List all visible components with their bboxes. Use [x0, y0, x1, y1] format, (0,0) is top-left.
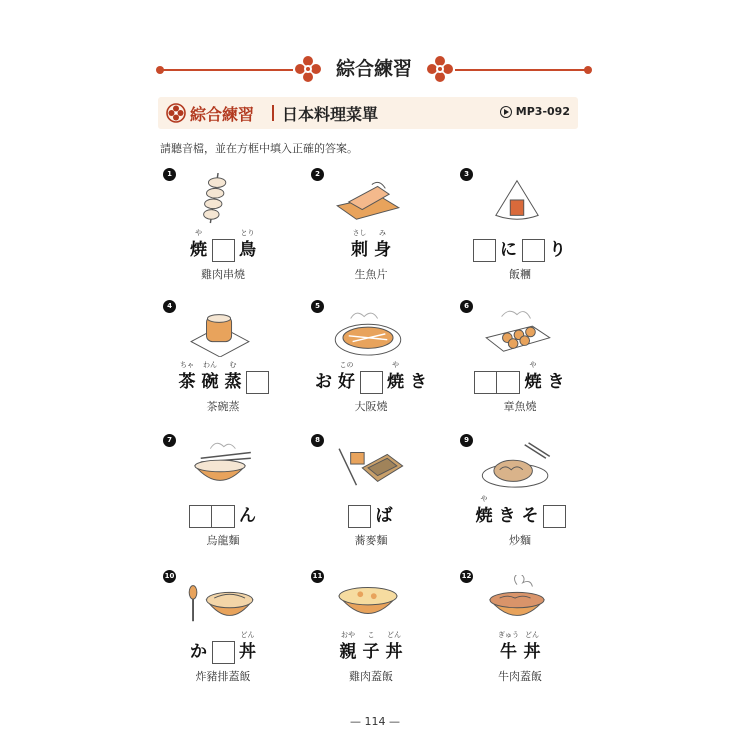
kana-character: 焼	[475, 506, 493, 526]
item-caption: 茶碗蒸	[206, 400, 240, 413]
furigana: こ	[367, 631, 375, 639]
kana-cell	[497, 495, 517, 528]
kana-character: 子	[362, 642, 380, 662]
kana-character: 蒸	[224, 372, 242, 392]
exercise-item	[315, 301, 448, 429]
answer-box[interactable]	[522, 239, 545, 262]
kana-character: り	[549, 240, 566, 260]
kana-character: 身	[374, 240, 391, 260]
kana-character: 丼	[523, 642, 541, 662]
kana-cell	[384, 631, 404, 664]
kana-cell	[238, 495, 258, 528]
kana-cell	[338, 631, 358, 664]
answer-row	[170, 490, 276, 528]
kana-cell	[523, 361, 543, 394]
kana-cell	[520, 495, 540, 528]
kana-cell	[238, 631, 258, 664]
answer-blank-group	[522, 239, 545, 262]
answer-row	[318, 490, 424, 528]
furigana: どん	[525, 631, 539, 639]
item-caption: 牛肉蓋飯	[498, 670, 542, 683]
flower-ornament-icon	[295, 56, 321, 82]
kana-character: ん	[239, 506, 256, 526]
kana-character: 鳥	[239, 240, 256, 260]
answer-row	[467, 356, 573, 394]
kana-cell	[223, 361, 243, 394]
answer-box[interactable]	[212, 641, 235, 664]
item-number: 5	[311, 300, 324, 313]
kana-cell	[499, 229, 519, 262]
flower-ornament-icon	[427, 56, 453, 82]
kana-cell	[177, 361, 197, 394]
answer-box[interactable]	[474, 371, 497, 394]
yakisoba-plate-icon	[477, 439, 557, 491]
answer-blank-group	[212, 641, 235, 664]
chapter-header	[158, 52, 590, 86]
section-topic: 日本料理菜單	[282, 105, 379, 124]
exercise-item	[167, 169, 300, 297]
answer-blank-group	[360, 371, 383, 394]
page-number: — 114 —	[350, 715, 400, 728]
kana-character: か	[190, 642, 207, 662]
item-caption: 生魚片	[354, 268, 388, 281]
answer-row	[467, 626, 573, 664]
section-flower-icon	[166, 103, 186, 123]
play-icon	[500, 106, 512, 118]
kana-cell	[361, 631, 381, 664]
answer-row	[170, 626, 276, 664]
item-caption: 大阪燒	[354, 400, 388, 413]
exercise-item	[315, 169, 448, 297]
kana-cell	[337, 361, 357, 394]
answer-box[interactable]	[543, 505, 566, 528]
kana-cell	[373, 229, 393, 262]
answer-box[interactable]	[212, 505, 235, 528]
kana-cell	[474, 495, 494, 528]
udon-bowl-icon	[180, 439, 260, 491]
item-number: 3	[460, 168, 473, 181]
answer-blank-group	[473, 239, 496, 262]
item-number: 9	[460, 434, 473, 447]
answer-box[interactable]	[348, 505, 371, 528]
answer-blank-group	[543, 505, 566, 528]
header-rule-left	[158, 69, 293, 71]
takoyaki-tray-icon	[477, 305, 557, 357]
answer-row	[315, 356, 427, 394]
header-dot-right	[584, 66, 592, 74]
item-caption: 雞肉蓋飯	[349, 670, 393, 683]
answer-box[interactable]	[189, 505, 212, 528]
furigana: どん	[387, 631, 401, 639]
answer-blank-group	[189, 505, 235, 528]
item-number: 11	[311, 570, 324, 583]
kana-character: き	[410, 372, 427, 392]
audio-track-label: MP3-092	[515, 105, 570, 118]
item-caption: 炒麵	[509, 534, 531, 547]
oyakodon-bowl-icon	[328, 575, 408, 627]
page-title: 綜合練習	[335, 58, 412, 80]
furigana: や	[195, 229, 202, 237]
kana-cell	[409, 361, 429, 394]
item-caption: 雞肉串燒	[201, 268, 245, 281]
furigana: どん	[240, 631, 255, 639]
kana-character: 茶	[178, 372, 196, 392]
furigana: さし	[352, 229, 367, 237]
furigana: ちゃ	[180, 361, 194, 369]
answer-row	[170, 356, 276, 394]
kana-character: 碗	[201, 372, 219, 392]
kana-character: ば	[375, 506, 393, 526]
yakitori-skewer-icon	[180, 173, 260, 225]
zaru-soba-icon	[328, 439, 408, 491]
answer-blank-group	[474, 371, 520, 394]
item-number: 6	[460, 300, 473, 313]
exercise-item	[464, 169, 597, 297]
exercise-item	[167, 301, 300, 429]
kana-cell	[350, 229, 370, 262]
kana-cell	[498, 631, 519, 664]
exercise-item	[164, 571, 300, 699]
kana-character: 親	[339, 642, 357, 662]
instructions: 請聽音檔，並在方框中填入正確的答案。	[160, 142, 358, 155]
item-caption: 蕎麥麵	[354, 534, 388, 547]
kana-cell	[386, 361, 406, 394]
exercise-item	[167, 435, 300, 563]
kana-cell	[189, 631, 209, 664]
answer-row	[318, 626, 424, 664]
furigana: や	[529, 361, 537, 369]
kana-character: 丼	[385, 642, 403, 662]
header-dot-left	[156, 66, 164, 74]
furigana: おや	[341, 631, 355, 639]
item-number: 12	[460, 570, 473, 583]
answer-box[interactable]	[473, 239, 496, 262]
item-caption: 飯糰	[509, 268, 531, 281]
gyudon-bowl-icon	[477, 575, 557, 627]
kana-character: 刺	[351, 240, 368, 260]
katsudon-bowl-icon	[180, 575, 260, 627]
answer-blank-group	[348, 505, 371, 528]
answer-row	[467, 490, 573, 528]
furigana: わん	[203, 361, 217, 369]
chawanmushi-cup-icon	[180, 305, 260, 357]
item-caption: 章魚燒	[503, 400, 537, 413]
kana-cell	[200, 361, 220, 394]
answer-box[interactable]	[497, 371, 520, 394]
item-number: 1	[163, 168, 176, 181]
sashimi-plate-icon	[328, 173, 408, 225]
section-divider	[272, 105, 274, 121]
answer-row	[318, 224, 424, 262]
kana-character: 丼	[239, 642, 256, 662]
kana-character: に	[500, 240, 517, 260]
audio-track-button[interactable]	[500, 105, 570, 118]
furigana: や	[392, 361, 399, 369]
answer-blank-group	[212, 239, 235, 262]
item-number: 8	[311, 434, 324, 447]
kana-character: お	[315, 372, 332, 392]
answer-box[interactable]	[246, 371, 269, 394]
onigiri-icon	[477, 173, 557, 225]
exercise-item	[464, 301, 597, 429]
kana-cell	[238, 229, 258, 262]
answer-box[interactable]	[360, 371, 383, 394]
furigana: とり	[240, 229, 255, 237]
section-label: 綜合練習	[190, 105, 255, 124]
answer-blank-group	[246, 371, 269, 394]
kana-character: 焼	[190, 240, 207, 260]
kana-character: 焼	[387, 372, 404, 392]
furigana: や	[480, 495, 488, 503]
furigana: む	[229, 361, 237, 369]
item-number: 2	[311, 168, 324, 181]
kana-character: そ	[521, 506, 539, 526]
kana-cell	[548, 229, 568, 262]
kana-character: 牛	[500, 642, 517, 662]
item-caption: 烏龍麵	[206, 534, 240, 547]
okonomiyaki-plate-icon	[328, 305, 408, 357]
furigana: この	[339, 361, 354, 369]
kana-cell	[522, 631, 542, 664]
header-rule-right	[455, 69, 590, 71]
kana-cell	[374, 495, 394, 528]
kana-cell	[546, 361, 566, 394]
answer-row	[467, 224, 573, 262]
answer-row	[170, 224, 276, 262]
section-band	[158, 97, 578, 129]
kana-character: き	[498, 506, 516, 526]
kana-cell	[189, 229, 209, 262]
exercise-item	[461, 571, 597, 699]
item-number: 7	[163, 434, 176, 447]
kana-character: き	[547, 372, 565, 392]
exercise-item	[464, 435, 597, 563]
answer-box[interactable]	[212, 239, 235, 262]
furigana: ぎゅう	[498, 631, 519, 639]
item-number: 4	[163, 300, 176, 313]
kana-cell	[314, 361, 334, 394]
item-caption: 炸豬排蓋飯	[195, 670, 251, 683]
furigana: み	[379, 229, 386, 237]
item-number: 10	[163, 570, 176, 583]
exercise-item	[315, 435, 448, 563]
exercise-item	[312, 571, 448, 699]
kana-character: 好	[338, 372, 355, 392]
kana-character: 焼	[524, 372, 542, 392]
